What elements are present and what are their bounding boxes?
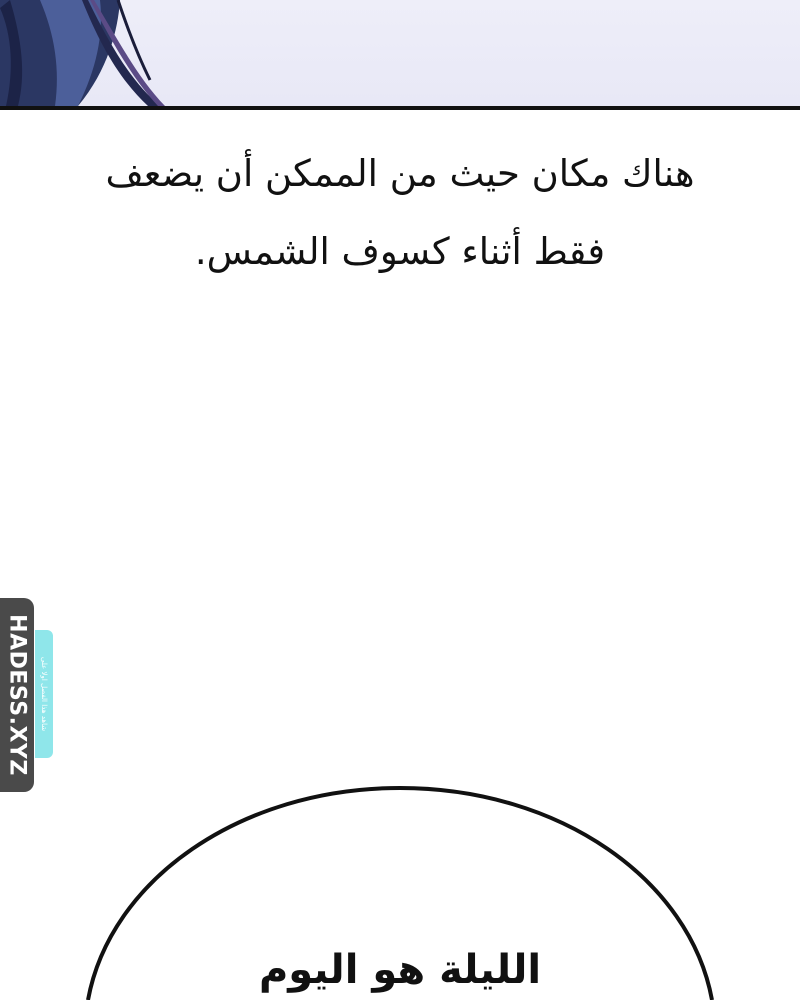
caption-line-2: فقط أثناء كسوف الشمس. [194,230,606,273]
watermark-site-label: HADESS.XYZ [4,614,30,776]
speech-bubble-text: الليلة هو اليوم [258,947,542,993]
watermark-note-label: شاهد هذا الفصل اولا على [40,656,48,732]
caption-line-1: هناك مكان حيث من الممكن أن يضعف [105,152,695,195]
